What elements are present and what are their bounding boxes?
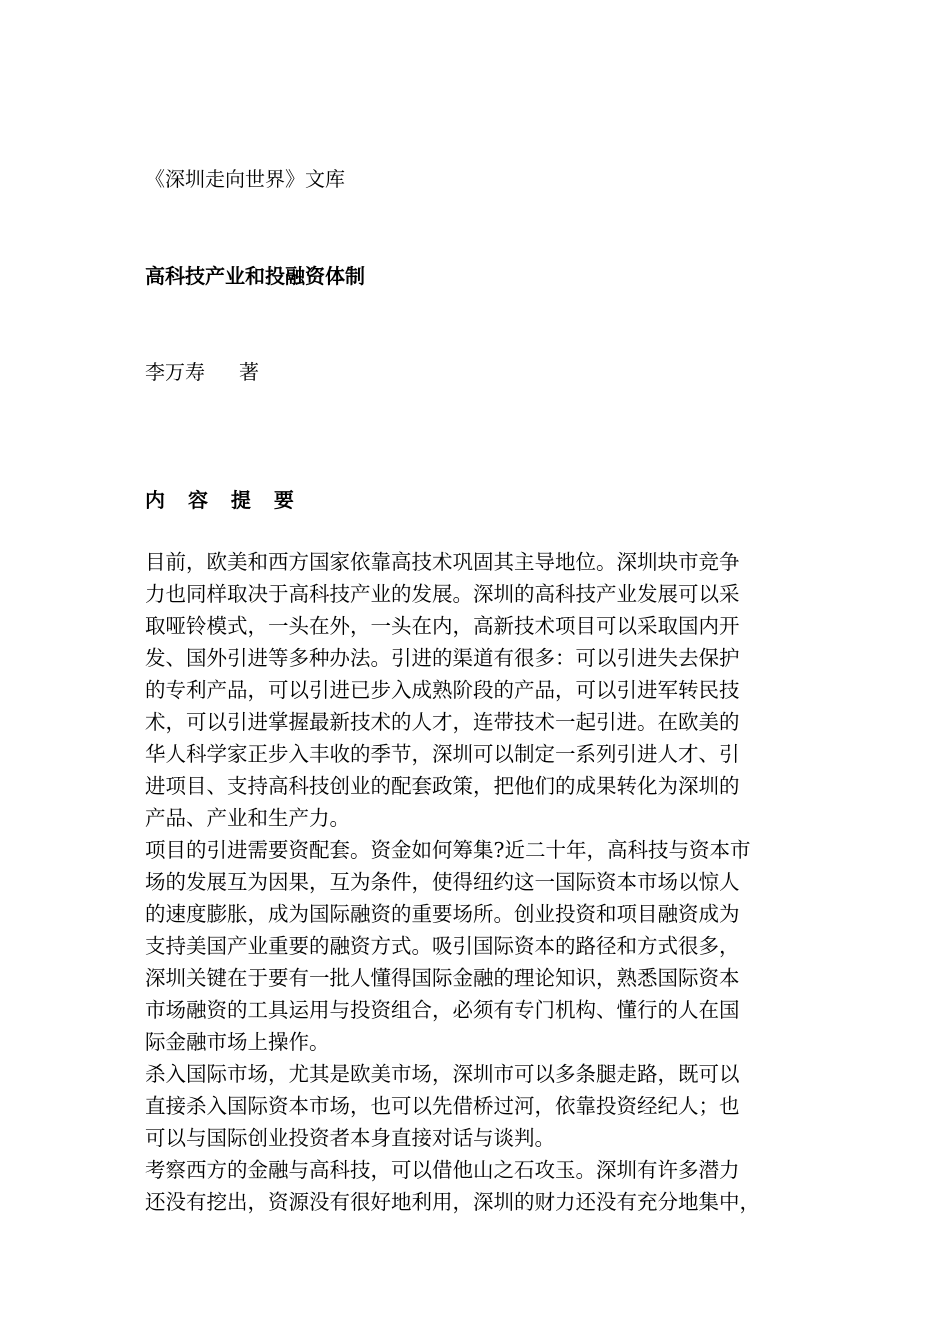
body-line: 目前，欧美和西方国家依靠高技术巩固其主导地位。深圳块市竞争 xyxy=(145,550,740,574)
body-line: 的专利产品，可以引进已步入成熟阶段的产品，可以引进军转民技 xyxy=(145,678,740,702)
body-line: 发、国外引进等多种办法。引进的渠道有很多：可以引进失去保护 xyxy=(145,646,740,670)
body-line: 市场融资的工具运用与投资组合，必须有专门机构、懂行的人在国 xyxy=(145,998,740,1022)
body-line: 可以与国际创业投资者本身直接对话与谈判。 xyxy=(145,1126,555,1150)
author-name: 李万寿 xyxy=(145,360,205,384)
body-line: 华人科学家正步入丰收的季节，深圳可以制定一系列引进人才、引 xyxy=(145,742,740,766)
body-line: 还没有挖出，资源没有很好地利用，深圳的财力还没有充分地集中， xyxy=(145,1190,760,1214)
abstract-body xyxy=(145,546,825,1218)
body-line: 直接杀入国际资本市场，也可以先借桥过河，依靠投资经纪人；也 xyxy=(145,1094,740,1118)
body-line: 取哑铃模式，一头在外，一头在内，高新技术项目可以采取国内开 xyxy=(145,614,740,638)
body-line: 际金融市场上操作。 xyxy=(145,1030,330,1054)
series-title: 《深圳走向世界》文库 xyxy=(145,167,345,191)
body-line: 进项目、支持高科技创业的配套政策，把他们的成果转化为深圳的 xyxy=(145,774,740,798)
body-line: 术，可以引进掌握最新技术的人才，连带技术一起引进。在欧美的 xyxy=(145,710,740,734)
body-line: 考察西方的金融与高科技，可以借他山之石攻玉。深圳有许多潜力 xyxy=(145,1158,740,1182)
author-role: 著 xyxy=(239,360,259,384)
body-line: 支持美国产业重要的融资方式。吸引国际资本的路径和方式很多， xyxy=(145,934,740,958)
body-line: 力也同样取决于高科技产业的发展。深圳的高科技产业发展可以采 xyxy=(145,582,740,606)
author-line xyxy=(145,358,259,386)
body-line: 项目的引进需要资配套。资金如何筹集?近二十年，高科技与资本市 xyxy=(145,838,751,862)
body-line: 产品、产业和生产力。 xyxy=(145,806,350,830)
book-title: 高科技产业和投融资体制 xyxy=(145,264,365,288)
body-line: 场的发展互为因果，互为条件，使得纽约这一国际资本市场以惊人 xyxy=(145,870,740,894)
abstract-heading: 内 容 提 要 xyxy=(145,488,302,512)
body-line: 深圳关键在于要有一批人懂得国际金融的理论知识，熟悉国际资本 xyxy=(145,966,740,990)
body-line: 的速度膨胀，成为国际融资的重要场所。创业投资和项目融资成为 xyxy=(145,902,740,926)
body-line: 杀入国际市场，尤其是欧美市场，深圳市可以多条腿走路，既可以 xyxy=(145,1062,740,1086)
